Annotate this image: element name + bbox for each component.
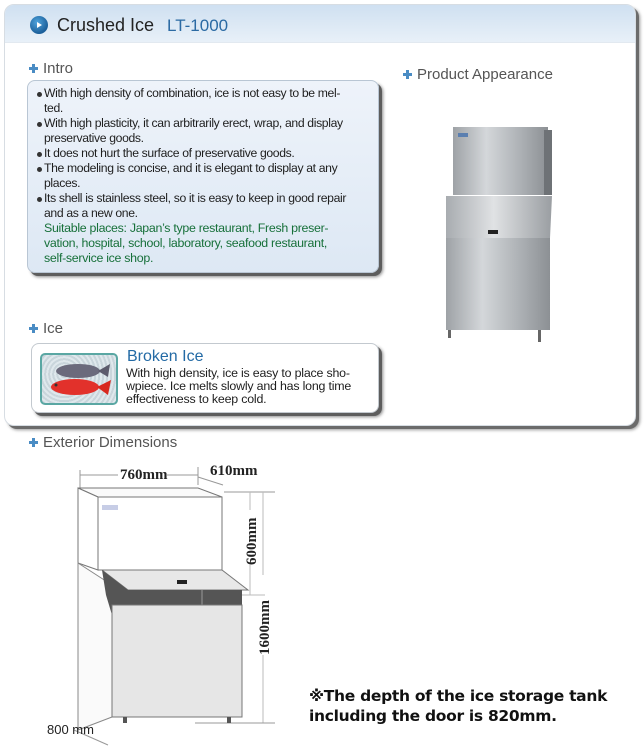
exterior-label: Exterior Dimensions <box>43 434 178 451</box>
intro-heading <box>29 60 73 77</box>
depth-note-line: ※The depth of the ice storage tank <box>309 687 608 705</box>
plus-icon <box>29 438 38 447</box>
ice-card-description: With high density, ice is easy to place sho-wpiece. Ice melts slowly and has long time effectiveness to keep cold. <box>126 366 352 406</box>
intro-item-cont: ted. <box>44 101 63 115</box>
model-number: LT-1000 <box>167 16 229 35</box>
ice-machine-photo <box>440 120 560 345</box>
intro-box <box>27 80 379 273</box>
suitable-places: self-service ice shop. <box>44 251 154 265</box>
intro-item: Its shell is stainless steel, so it is easy to keep in good repair <box>36 191 372 206</box>
suitable-places: vation, hospital, school, laboratory, seafood restaurant, <box>44 236 327 250</box>
ice-card <box>31 343 379 413</box>
base-depth-label: 800 mm <box>47 722 94 737</box>
intro-item-cont: and as a new one. <box>44 206 138 220</box>
intro-label: Intro <box>43 60 74 77</box>
depth-label: 610mm <box>210 463 258 479</box>
plus-icon <box>29 64 38 73</box>
play-circle-icon <box>30 16 48 34</box>
intro-item: With high plasticity, it can arbitrarily erect, wrap, and display <box>36 116 372 131</box>
intro-item-cont: places. <box>44 176 81 190</box>
intro-item: The modeling is concise, and it is elegant to display at any <box>36 161 372 176</box>
ice-heading <box>29 320 63 337</box>
ice-label: Ice <box>43 320 64 337</box>
plus-icon <box>29 324 38 333</box>
depth-note <box>309 686 607 726</box>
bin-opening-front <box>112 590 242 605</box>
width-label: 760mm <box>120 467 168 483</box>
dimension-drawing <box>40 455 300 750</box>
foot <box>123 717 127 723</box>
fish-on-ice-image <box>40 353 118 405</box>
lid-handle <box>177 580 187 584</box>
intro-item-cont: preservative goods. <box>44 131 144 145</box>
plus-icon <box>403 70 412 79</box>
suitable-places: Suitable places: Japan’s type restaurant, Fresh preser- <box>44 221 329 235</box>
product-label: Product Appearance <box>417 66 553 83</box>
intro-item: With high density of combination, ice is not easy to be mel- <box>36 86 372 101</box>
panel-header <box>5 5 635 43</box>
foot <box>227 717 231 723</box>
page-title: Crushed Ice <box>57 15 155 35</box>
top-height-label: 600mm <box>244 517 260 565</box>
depth-note-line: including the door is 820mm. <box>309 707 557 725</box>
intro-item: It does not hurt the surface of preservative goods. <box>36 146 372 161</box>
logo-badge <box>102 505 118 510</box>
product-heading <box>403 66 553 83</box>
top-lid <box>78 488 222 497</box>
exterior-heading <box>29 434 177 451</box>
top-unit-side <box>78 488 98 570</box>
total-height-label: 1600mm <box>257 600 273 655</box>
bin-front <box>112 605 242 717</box>
ice-card-title: Broken Ice <box>127 348 204 365</box>
